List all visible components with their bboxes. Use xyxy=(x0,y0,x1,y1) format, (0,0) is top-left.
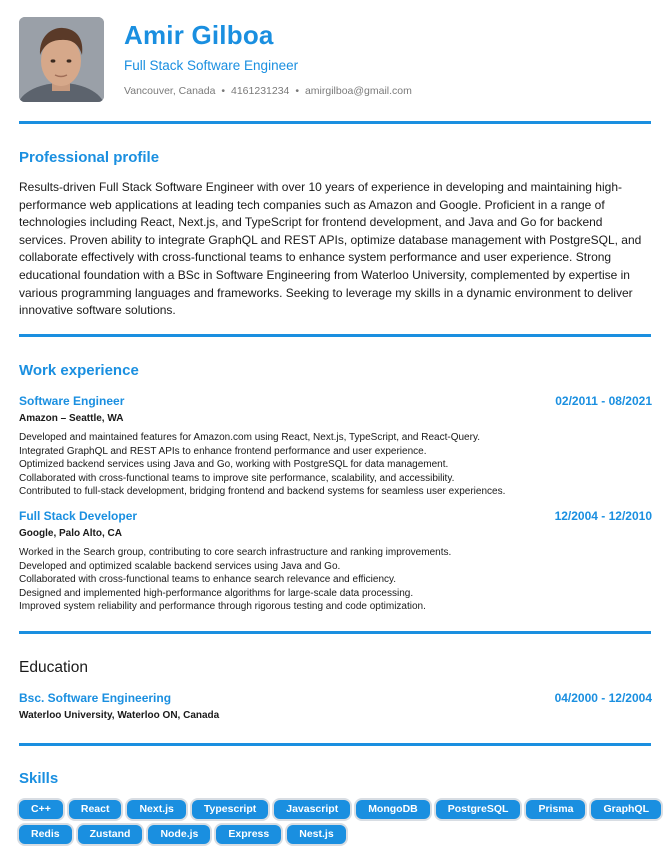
school-name: Waterloo University, Waterloo ON, Canada xyxy=(19,710,220,721)
skill-chip: Nest.js xyxy=(287,825,345,844)
skill-chip: MongoDB xyxy=(356,800,430,819)
skill-chip: Node.js xyxy=(148,825,210,844)
separator-dot: • xyxy=(221,85,226,97)
skill-chip: Zustand xyxy=(78,825,143,844)
separator-dot: • xyxy=(295,85,300,97)
job-bullet: Developed and optimized scalable backend services using Java and Go. xyxy=(19,560,341,572)
education-section-title: Education xyxy=(19,659,88,676)
job-bullet: Collaborated with cross-functional teams to improve site performance, scalability, and accessibility. xyxy=(19,472,455,484)
contact-line xyxy=(124,85,412,97)
skill-chip: React xyxy=(69,800,122,819)
skill-chip: PostgreSQL xyxy=(436,800,521,819)
job-bullet: Contributed to full-stack development, bridging frontend and backend systems for seamless user experiences. xyxy=(19,486,506,498)
education-dates: 04/2000 - 12/2004 xyxy=(554,691,652,705)
skill-chip: Typescript xyxy=(192,800,268,819)
location-text: Vancouver, Canada xyxy=(124,85,216,97)
avatar xyxy=(19,17,104,102)
skills-section-title: Skills xyxy=(19,770,59,787)
skill-chip: Redis xyxy=(19,825,72,844)
education-entry xyxy=(19,691,652,724)
job-entry xyxy=(19,509,652,614)
profile-section-title: Professional profile xyxy=(19,149,160,166)
section-divider xyxy=(19,743,651,746)
section-divider xyxy=(19,631,651,634)
profile-photo xyxy=(19,17,104,102)
phone-text: 4161231234 xyxy=(231,85,290,97)
job-bullet: Developed and maintained features for Amazon.com using React, Next.js, TypeScript, and React-Query. xyxy=(19,432,480,443)
job-bullet: Integrated GraphQL and REST APIs to enhance frontend performance and user experience. xyxy=(19,445,427,457)
job-dates: 02/2011 - 08/2021 xyxy=(555,394,652,408)
profile-text: Results-driven Full Stack Software Engineer with over 10 years of experience in developing and maintaining high-performance web applications at leading tech companies such as Amazon and Google. Proficient in a range of technologies including React, Next.js, and TypeScript for frontend development, and Java and Go for backend services. Proven ability to integrate GraphQL and REST APIs, optimize database management with PostgreSQL, and collaborate effectively with cross-functional teams to enhance system performance and user experience. Strong educational foundation with a BSc in Software Engineering from Waterloo University, complemented by expertise in various programming languages and frameworks. Seeking to leverage my skills in a dynamic environment to deliver innovative software solutions. xyxy=(19,180,642,318)
skill-chip: Next.js xyxy=(127,800,185,819)
job-bullet: Worked in the Search group, contributing to core search infrastructure and ranking improvements. xyxy=(19,547,452,558)
candidate-role: Full Stack Software Engineer xyxy=(124,58,299,73)
skill-chip: Prisma xyxy=(526,800,585,819)
experience-section-title: Work experience xyxy=(19,362,139,379)
email-link[interactable]: amirgilboa@gmail.com xyxy=(304,85,412,97)
degree-title: Bsc. Software Engineering xyxy=(19,691,172,705)
skills-row xyxy=(19,825,619,844)
job-dates: 12/2004 - 12/2010 xyxy=(554,509,652,523)
job-title: Software Engineer xyxy=(19,394,125,408)
job-bullet: Collaborated with cross-functional teams to enhance search relevance and efficiency. xyxy=(19,574,397,586)
job-entry xyxy=(19,394,652,499)
section-divider xyxy=(19,334,651,337)
job-bullet: Improved system reliability and performance through rigorous testing and code optimization. xyxy=(19,601,426,613)
job-bullet: Optimized backend services using Java and Go, working with PostgreSQL for data management. xyxy=(19,459,449,471)
skill-chip: GraphQL xyxy=(591,800,661,819)
job-company: Google, Palo Alto, CA xyxy=(19,528,122,539)
job-title: Full Stack Developer xyxy=(19,509,138,523)
job-bullet: Designed and implemented high-performance algorithms for large-scale data processing. xyxy=(19,587,414,599)
skills-row xyxy=(19,800,649,819)
skill-chip: Javascript xyxy=(274,800,350,819)
section-divider xyxy=(19,121,651,124)
skill-chip: Express xyxy=(216,825,281,844)
candidate-name: Amir Gilboa xyxy=(124,20,274,50)
job-company: Amazon – Seattle, WA xyxy=(19,413,124,424)
skill-chip: C++ xyxy=(19,800,63,819)
skills-list xyxy=(19,800,649,850)
